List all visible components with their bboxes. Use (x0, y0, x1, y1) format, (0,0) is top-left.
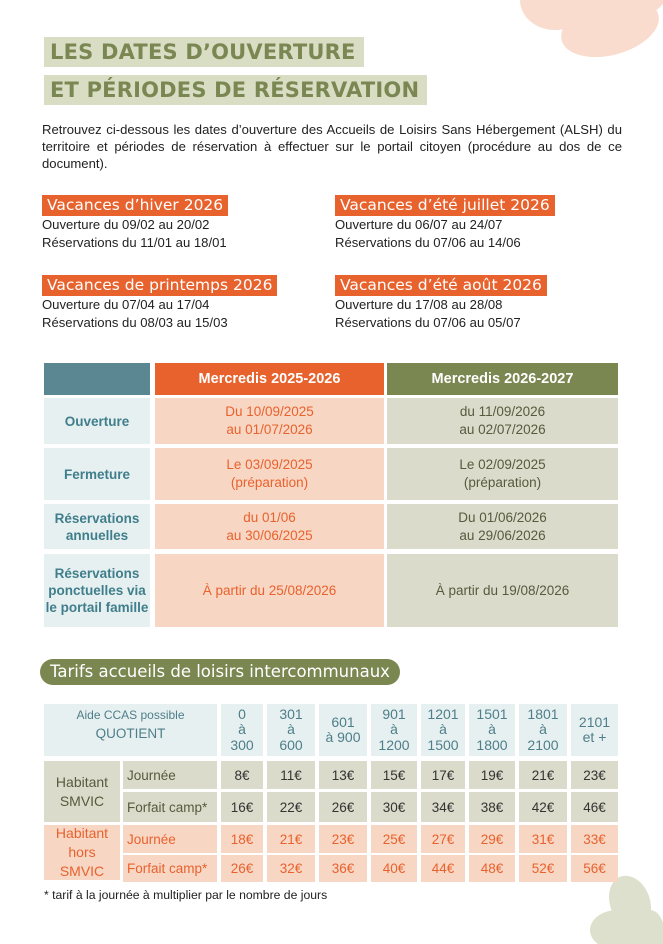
row-label-forfait-camp: Forfait camp* (123, 792, 217, 822)
tarif-value-cell: 56€ (571, 855, 618, 882)
tarif-value-cell: 18€ (221, 825, 263, 853)
row-label-reservations-ponctuelles: Réservations ponctuelles via le portail famille (44, 554, 150, 627)
tarif-value-cell: 44€ (421, 855, 465, 882)
quotient-column-0-300 (221, 704, 263, 756)
tarif-value-cell: 21€ (519, 761, 567, 789)
vacances-printemps-block (42, 275, 332, 332)
date-line: (préparation) (463, 475, 542, 490)
tarif-value-cell: 25€ (371, 825, 417, 853)
ouverture-2025-2026 (155, 398, 384, 444)
date-line: Du 10/09/2025 (225, 404, 314, 419)
tarif-value-cell: 38€ (469, 792, 515, 822)
date-line: au 01/07/2026 (226, 422, 313, 437)
footnote: * tarif à la journée à multiplier par le nombre de jours (44, 888, 328, 902)
vacances-ete-aout-block (335, 275, 625, 332)
flower-bottom-right-decoration (580, 875, 663, 944)
group-name-line: hors (68, 844, 96, 860)
tarif-value-cell: 19€ (469, 761, 515, 789)
vacances-ete-juillet-block (335, 195, 625, 252)
tarif-value-cell: 8€ (221, 761, 263, 789)
row-label-ouverture: Ouverture (44, 398, 150, 444)
quotient-column-901-1200 (371, 704, 417, 756)
range-line: 1801 (527, 705, 559, 722)
date-line: au 29/06/2026 (459, 527, 546, 543)
group-name-line: Habitant (55, 773, 109, 790)
tarif-value-cell: 29€ (469, 825, 515, 853)
range-line: 2101 (578, 713, 611, 730)
row-label-reservations-annuelles: Réservations annuelles (44, 504, 150, 549)
tarif-value-cell: 27€ (421, 825, 465, 853)
fermeture-2025-2026 (155, 448, 384, 500)
quotient-header (44, 704, 217, 756)
tarif-value-cell: 34€ (421, 792, 465, 822)
range-line: 1800 (476, 736, 508, 753)
group-name-line: SMVIC (59, 792, 105, 809)
opening-dates: Ouverture du 07/04 au 17/04 (42, 297, 210, 312)
range-line: 1501 (476, 705, 508, 722)
quotient-column-1801-2100 (519, 704, 567, 756)
vacances-hiver-block (42, 195, 332, 252)
tarif-value-cell: 52€ (519, 855, 567, 882)
row-label-fermeture: Fermeture (44, 448, 150, 500)
quotient-label: QUOTIENT (95, 726, 166, 741)
opening-dates: Ouverture du 06/07 au 24/07 (335, 217, 503, 232)
range-line: 301 (279, 705, 303, 722)
range-line: à (488, 721, 496, 738)
reservations-ponctuelles-2025-2026: À partir du 25/08/2026 (155, 554, 384, 627)
tarif-value-cell: 40€ (371, 855, 417, 882)
header-mercredis-2025-2026: Mercredis 2025-2026 (155, 363, 384, 395)
tarif-value-cell: 22€ (267, 792, 315, 822)
range-line: à 900 (325, 729, 361, 745)
range-line: 901 (382, 705, 406, 722)
range-line: 1201 (427, 705, 459, 722)
date-line: du 01/06 (243, 509, 296, 525)
vacances-title: Vacances d’été août 2026 (335, 275, 547, 296)
booking-dates: Réservations du 07/06 au 05/07 (335, 315, 521, 330)
vacances-title: Vacances d’hiver 2026 (42, 195, 228, 216)
range-line: et + (582, 729, 607, 745)
booking-dates: Réservations du 08/03 au 15/03 (42, 315, 228, 330)
range-line: à (238, 721, 246, 738)
tarif-value-cell: 46€ (571, 792, 618, 822)
range-line: 300 (230, 736, 254, 753)
vacances-title: Vacances de printemps 2026 (42, 275, 277, 296)
ouverture-2026-2027 (387, 398, 618, 444)
flower-top-right-decoration (500, 0, 663, 70)
row-label-forfait-camp: Forfait camp* (123, 855, 217, 882)
range-line: 600 (279, 736, 303, 753)
tarif-value-cell: 26€ (319, 792, 367, 822)
tarif-value-cell: 31€ (519, 825, 567, 853)
tarifs-title: Tarifs accueils de loisirs intercommunaux (40, 659, 400, 685)
tarif-value-cell: 33€ (571, 825, 618, 853)
tarif-value-cell: 11€ (267, 761, 315, 789)
booking-dates: Réservations du 11/01 au 18/01 (42, 235, 227, 250)
date-line: au 02/07/2026 (459, 422, 546, 437)
tarif-value-cell: 16€ (221, 792, 263, 822)
range-line: 0 (238, 705, 246, 722)
reservations-ponctuelles-2026-2027: À partir du 19/08/2026 (387, 554, 618, 627)
quotient-column-601-900 (319, 704, 367, 756)
tarif-value-cell: 36€ (319, 855, 367, 882)
date-line: au 30/06/2025 (226, 527, 313, 543)
tarif-value-cell: 42€ (519, 792, 567, 822)
range-line: 2100 (527, 736, 559, 753)
date-line: Le 03/09/2025 (226, 457, 313, 472)
booking-dates: Réservations du 07/06 au 14/06 (335, 235, 521, 250)
range-line: 601 (331, 713, 355, 730)
range-line: à (390, 721, 398, 738)
range-line: à (287, 721, 295, 738)
date-line: Le 02/09/2025 (459, 457, 546, 472)
range-line: à (439, 721, 447, 738)
row-label-journee: Journée (123, 761, 217, 789)
intro-paragraph: Retrouvez ci-dessous les dates d’ouverture des Accueils de Loisirs Sans Hébergement (ALSH) du territoire et périodes de réservation à effectuer sur le portail citoyen (procédure au dos de ce document). (42, 122, 622, 171)
group-habitant-smvic (44, 761, 120, 822)
date-line: (préparation) (230, 475, 309, 490)
date-line: Du 01/06/2026 (458, 509, 547, 525)
tarif-value-cell: 26€ (221, 855, 263, 882)
page-title-line-1: LES DATES D’OUVERTURE (44, 37, 364, 67)
tarif-value-cell: 15€ (371, 761, 417, 789)
quotient-column-1201-1500 (421, 704, 465, 756)
fermeture-2026-2027 (387, 448, 618, 500)
group-habitant-hors-smvic (44, 825, 120, 880)
quotient-column-2101-plus (571, 704, 618, 756)
tarif-value-cell: 32€ (267, 855, 315, 882)
date-line: du 11/09/2026 (459, 404, 546, 419)
opening-dates: Ouverture du 17/08 au 28/08 (335, 297, 503, 312)
group-name-line: SMVIC (59, 863, 105, 879)
range-line: 1200 (378, 736, 410, 753)
tarif-value-cell: 17€ (421, 761, 465, 789)
ccas-note: Aide CCAS possible (76, 708, 185, 722)
row-label-journee: Journée (123, 825, 217, 853)
range-line: 1500 (427, 736, 459, 753)
range-line: à (539, 721, 547, 738)
tarif-value-cell: 13€ (319, 761, 367, 789)
tarif-value-cell: 21€ (267, 825, 315, 853)
quotient-column-301-600 (267, 704, 315, 756)
group-name-line: Habitant (55, 825, 109, 841)
quotient-column-1501-1800 (469, 704, 515, 756)
page-title-line-2: ET PÉRIODES DE RÉSERVATION (44, 75, 427, 105)
opening-dates: Ouverture du 09/02 au 20/02 (42, 217, 210, 232)
tarif-value-cell: 23€ (319, 825, 367, 853)
reservations-annuelles-2025-2026 (155, 504, 384, 549)
header-mercredis-2026-2027: Mercredis 2026-2027 (387, 363, 618, 395)
tarif-value-cell: 48€ (469, 855, 515, 882)
reservations-annuelles-2026-2027 (387, 504, 618, 549)
vacances-title: Vacances d’été juillet 2026 (335, 195, 555, 216)
tarif-value-cell: 23€ (571, 761, 618, 789)
tarif-value-cell: 30€ (371, 792, 417, 822)
table-header-blank (44, 363, 150, 395)
